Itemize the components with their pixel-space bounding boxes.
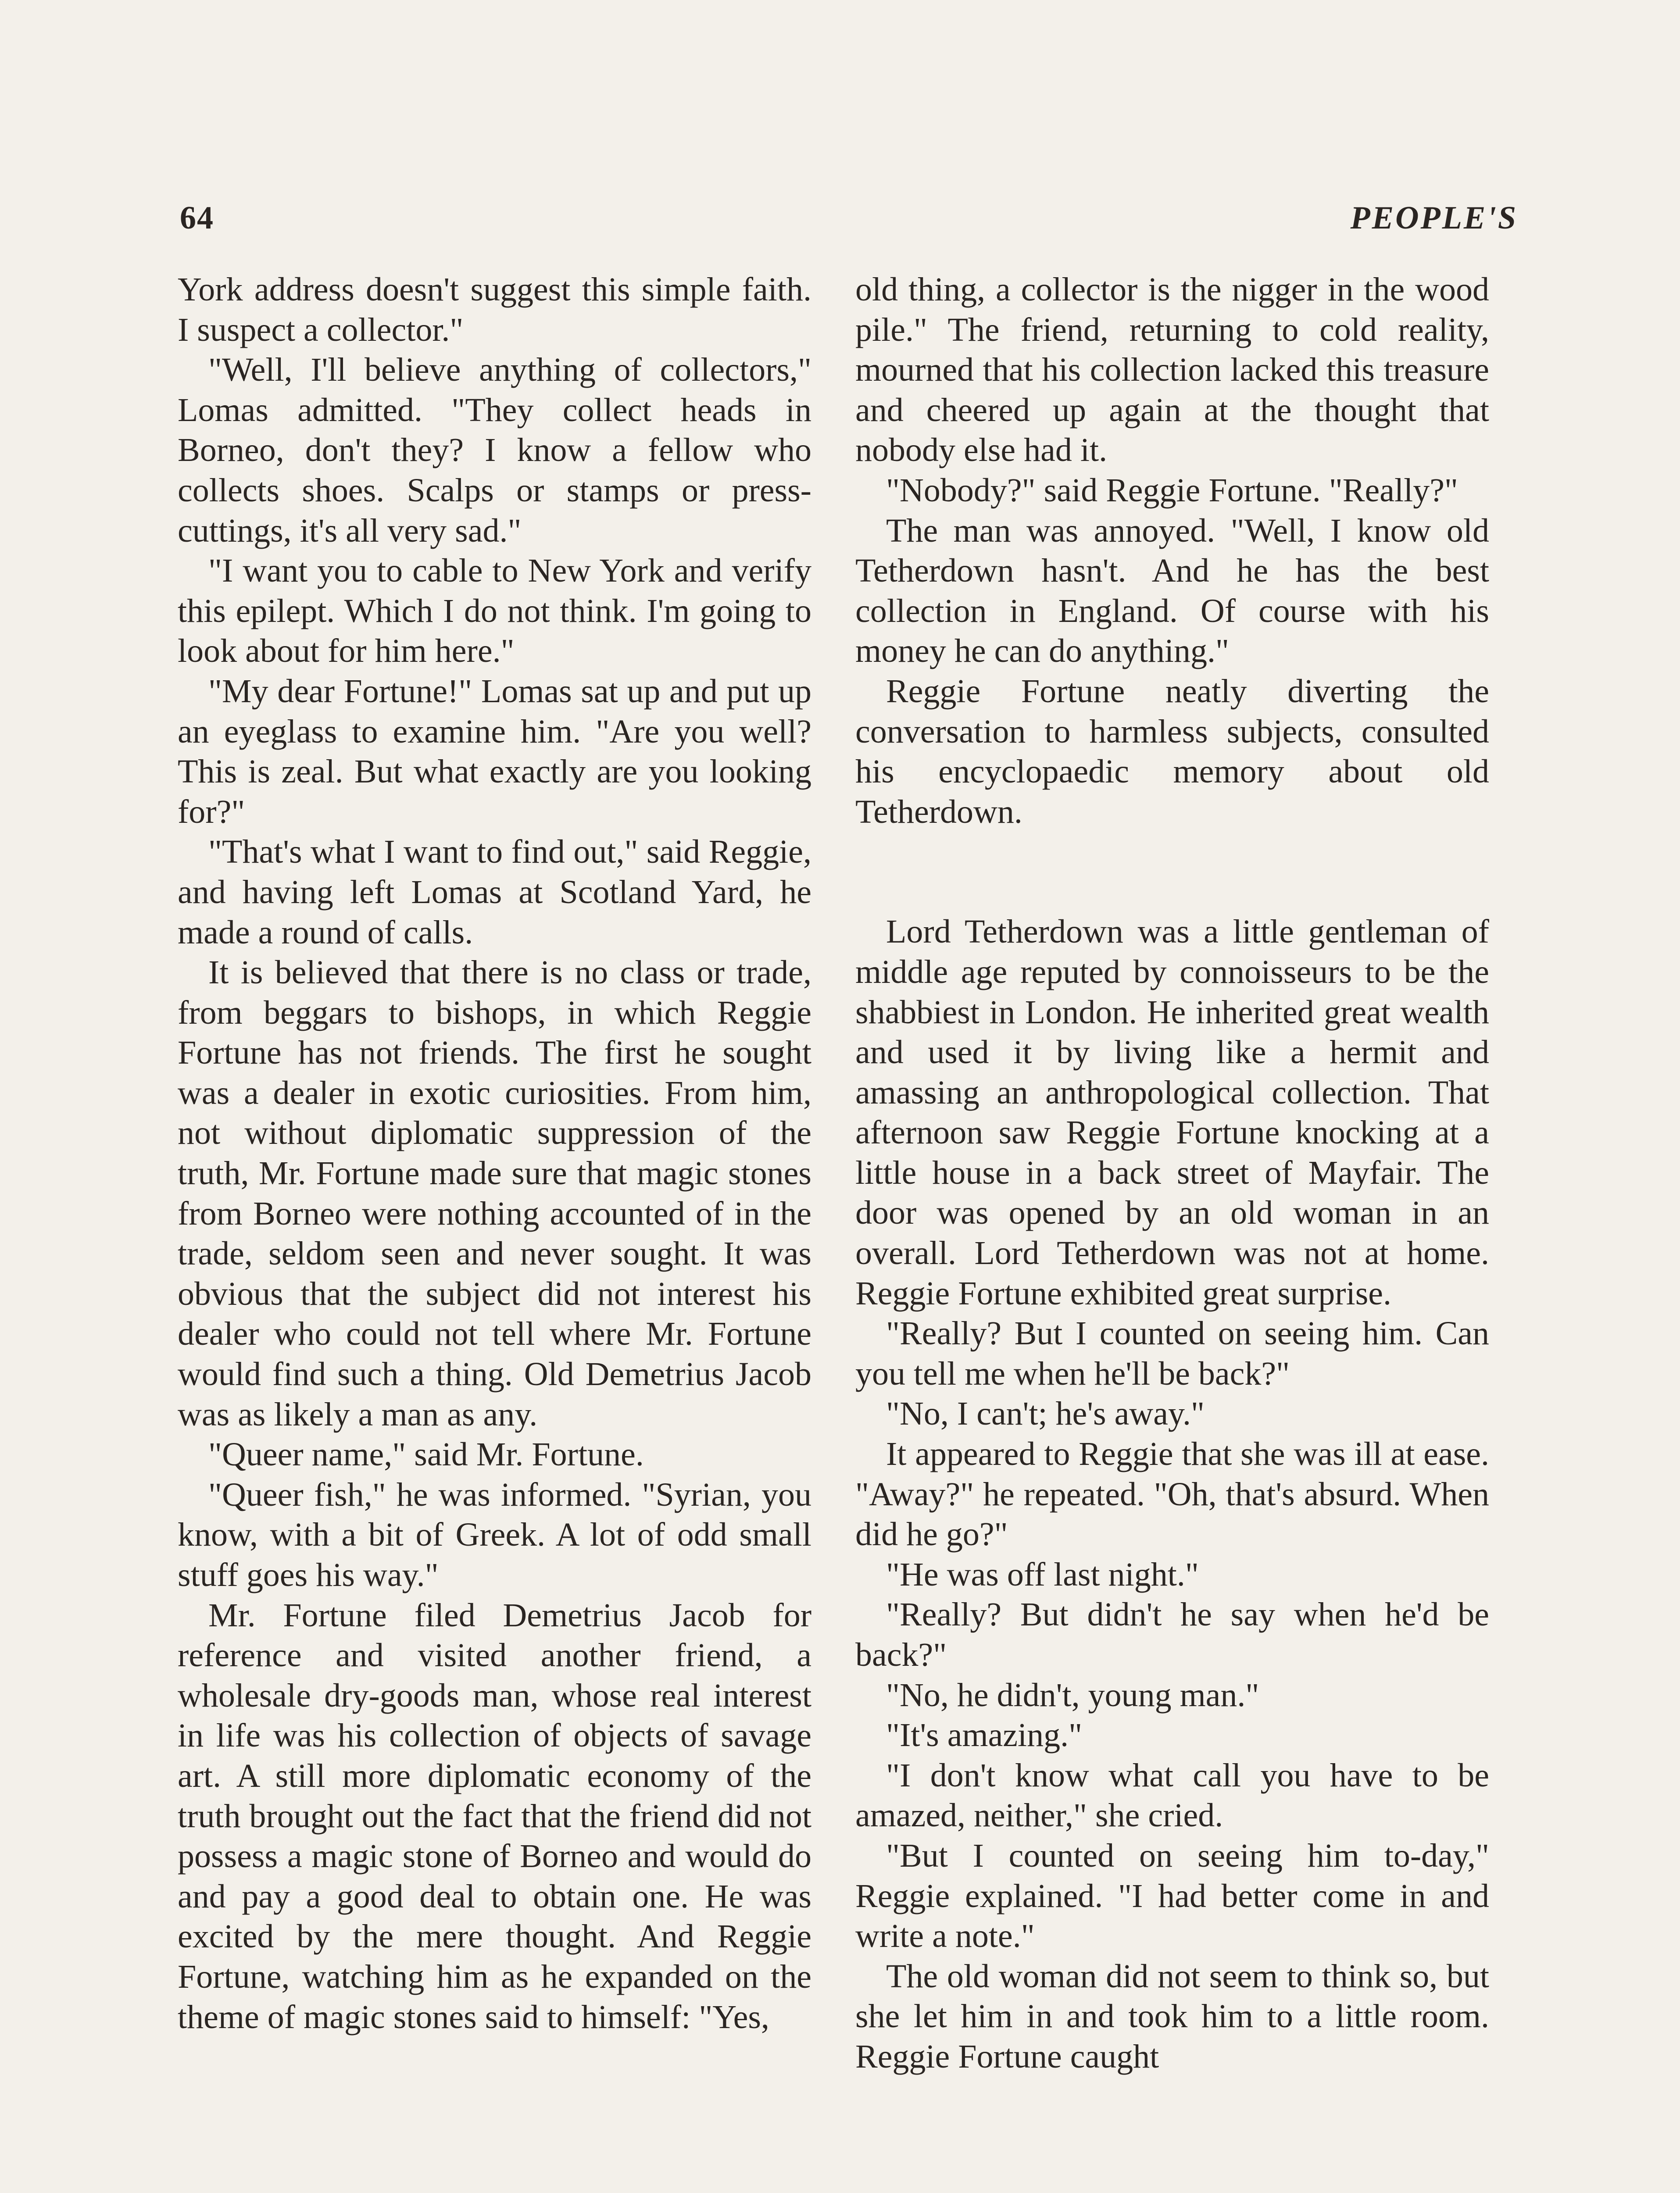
paragraph: Lord Tetherdown was a little gentleman of middle age reputed by connoisseurs to be the shabbiest in London. He inherited great wealth and used it by living like a hermit and amassing an anthropological collection. That afternoon saw Reggie Fortune knocking at a little house in a back street of Mayfair. The door was opened by an old woman in an overall. Lord Tetherdown was not at home. Reggie Fortune exhibited great surprise. (855, 913, 1489, 1312)
paragraph: "I want you to cable to New York and verify this epilept. Which I do not think. I'm going to look about for him here." (178, 552, 811, 670)
paragraph: "Well, I'll believe anything of collectors," Lomas admitted. "They collect heads in Borneo, don't they? I know a fellow who collects shoes. Scalps or stamps or press-cuttings, it's all very sad." (178, 351, 811, 549)
paragraph: Mr. Fortune filed Demetrius Jacob for reference and visited another friend, a wholesale dry-goods man, whose real interest in life was his collection of objects of savage art. A still more diplomatic economy of the truth brought out the fact that the friend did not possess a magic stone of Borneo and would do and pay a good deal to obtain one. He was excited by the mere thought. And Reggie Fortune, watching him as he expanded on the theme of magic stones said to himself: "Yes, (178, 1597, 811, 2036)
paragraph: "Queer name," said Mr. Fortune. (208, 1436, 644, 1473)
paragraph: "No, I can't; he's away." (886, 1395, 1205, 1432)
running-title: PEOPLE'S (1350, 200, 1518, 236)
paragraph: "My dear Fortune!" Lomas sat up and put up an eyeglass to examine him. "Are you well? This is zeal. But what exactly are you looking for?" (178, 672, 811, 830)
paragraph: "Really? But I counted on seeing him. Can you tell me when he'll be back?" (855, 1315, 1489, 1392)
right-column (855, 270, 1489, 2077)
page-header (180, 200, 1518, 237)
paragraph: It appeared to Reggie that she was ill at ease. "Away?" he repeated. "Oh, that's absurd. When did he go?" (855, 1436, 1489, 1553)
page-number: 64 (180, 200, 214, 236)
left-column (178, 270, 811, 2037)
paragraph: The old woman did not seem to think so, but she let him in and took him to a little room. Reggie Fortune caught (855, 1957, 1489, 2075)
paragraph: "It's amazing." (886, 1717, 1083, 1754)
paragraph: The man was annoyed. "Well, I know old Tetherdown hasn't. And he has the best collection in England. Of course with his money he can do anything." (855, 512, 1489, 670)
paragraph: "Nobody?" said Reggie Fortune. "Really?" (886, 471, 1458, 509)
paragraph: "No, he didn't, young man." (886, 1676, 1259, 1714)
paragraph: "Queer fish," he was informed. "Syrian, you know, with a bit of Greek. A lot of odd small stuff goes his way." (178, 1476, 811, 1593)
paragraph: York address doesn't suggest this simple faith. I suspect a collector." (178, 271, 811, 348)
paragraph: It is believed that there is no class or trade, from beggars to bishops, in which Reggie Fortune has not friends. The first he sought was a dealer in exotic curiosities. From him, not without diplomatic suppression of the truth, Mr. Fortune made sure that magic stones from Borneo were nothing accounted of in the trade, seldom seen and never sought. It was obvious that the subject did not interest his dealer who could not tell where Mr. Fortune would find such a thing. Old Demetrius Jacob was as likely a man as any. (178, 954, 811, 1433)
paragraph: "Really? But didn't he say when he'd be back?" (855, 1596, 1489, 1673)
paragraph: old thing, a collector is the nigger in the wood pile." The friend, returning to cold reality, mourned that his collection lacked this treasure and cheered up again at the thought that nobody else had it. (855, 271, 1489, 469)
section-break (855, 832, 1489, 912)
paragraph: Reggie Fortune neatly diverting the conversation to harmless subjects, consulted his encyclopaedic memory about old Tetherdown. (855, 672, 1489, 830)
paragraph: "He was off last night." (886, 1556, 1199, 1593)
paragraph: "That's what I want to find out," said Reggie, and having left Lomas at Scotland Yard, he made a round of calls. (178, 833, 811, 951)
paragraph: "I don't know what call you have to be amazed, neither," she cried. (855, 1757, 1489, 1834)
paragraph: "But I counted on seeing him to-day," Reggie explained. "I had better come in and write a note." (855, 1837, 1489, 1955)
